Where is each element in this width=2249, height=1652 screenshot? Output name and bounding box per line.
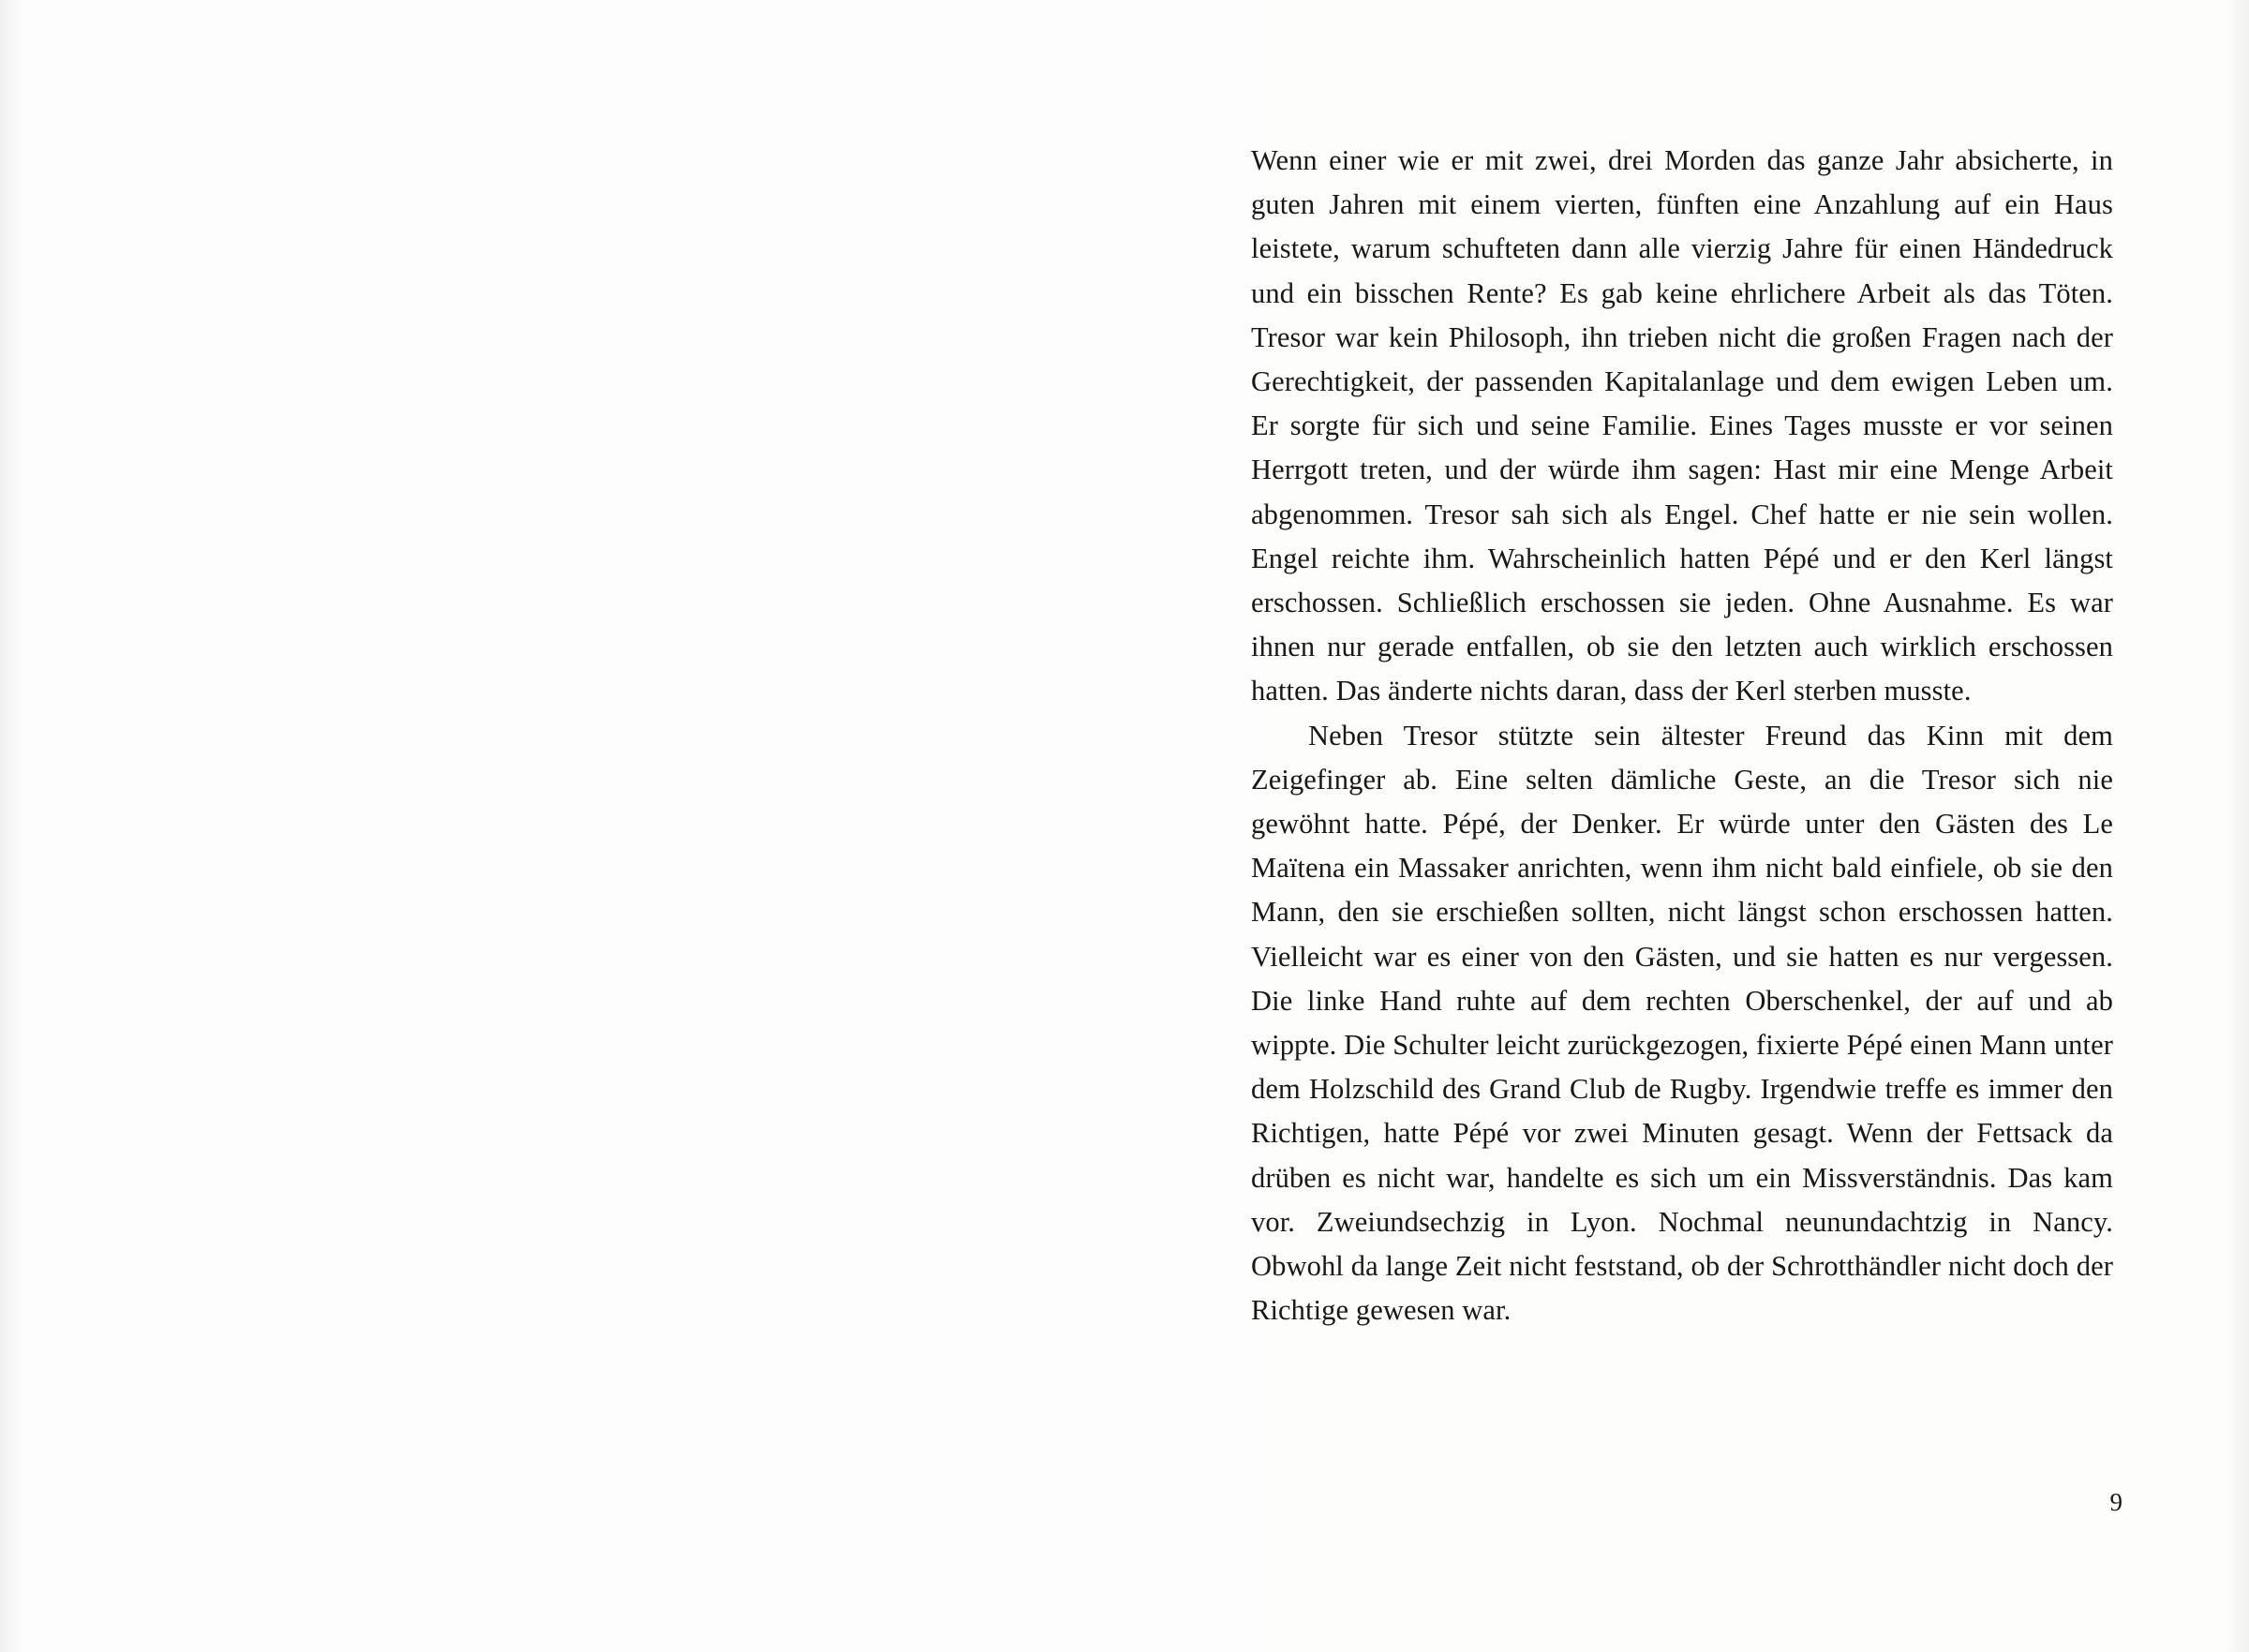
page-number: 9 xyxy=(2109,1488,2122,1516)
paragraph-1: Wenn einer wie er mit zwei, drei Morden das ganze Jahr absicherte, in guten Jahren mit einem vierten, fünften eine Anzahlung auf ein Haus leistete, warum schufteten dann alle vierzig Jahre für einen Händedruck und ein bisschen Rente? Es gab keine ehrlichere Arbeit als das Töten. Tresor war kein Philosoph, ihn trieben nicht die großen Fragen nach der Gerechtigkeit, der passenden Kapitalanlage und dem ewigen Leben um. Er sorgte für sich und seine Familie. Eines Tages musste er vor seinen Herrgott treten, und der würde ihm sagen: Hast mir eine Menge Arbeit abgenommen. Tresor sah sich als Engel. Chef hatte er nie sein wollen. Engel reichte ihm. Wahrscheinlich hatten Pépé und er den Kerl längst erschossen. Schließlich erschossen sie jeden. Ohne Ausnahme. Es war ihnen nur gerade entfallen, ob sie den letzten auch wirklich erschossen hatten. Das änderte nichts daran, dass der Kerl sterben musste. xyxy=(1251,144,2113,707)
left-page-edge-shading xyxy=(0,0,24,1652)
right-page-edge-shading xyxy=(2225,0,2249,1652)
body-text xyxy=(1251,139,2113,1332)
paragraph-2: Neben Tresor stützte sein ältester Freund das Kinn mit dem Zeigefinger ab. Eine selten dämliche Geste, an die Tresor sich nie gewöhnt hatte. Pépé, der Denker. Er würde unter den Gästen des Le Maïtena ein Massaker anrichten, wenn ihm nicht bald einfiele, ob sie den Mann, den sie erschießen sollten, nicht längst schon erschossen hatten. Vielleicht war es einer von den Gästen, und sie hatten es nur vergessen. Die linke Hand ruhte auf dem rechten Oberschenkel, der auf und ab wippte. Die Schulter leicht zurückgezogen, fixierte Pépé einen Mann unter dem Holzschild des Grand Club de Rugby. Irgendwie treffe es immer den Richtigen, hatte Pépé vor zwei Minuten gesagt. Wenn der Fettsack da drüben es nicht war, handelte es sich um ein Missverständnis. Das kam vor. Zweiundsechzig in Lyon. Nochmal neunundachtzig in Nancy. Obwohl da lange Zeit nicht feststand, ob der Schrotthändler nicht doch der Richtige gewesen war. xyxy=(1251,719,2113,1327)
right-page xyxy=(1251,0,2249,1652)
